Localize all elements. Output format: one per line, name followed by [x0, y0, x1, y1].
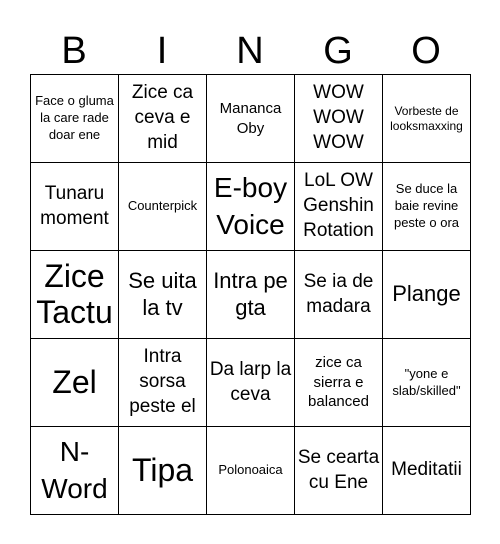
bingo-header — [30, 28, 470, 74]
bingo-cell-r4-c1[interactable]: Zel — [31, 339, 119, 427]
bingo-cell-r3-c1[interactable]: Zice Tactu — [31, 251, 119, 339]
bingo-cell-r5-c5[interactable]: Meditatii — [383, 427, 471, 515]
bingo-cell-r4-c3[interactable]: Da larp la ceva — [207, 339, 295, 427]
bingo-cell-r1-c3[interactable]: Mananca Oby — [207, 75, 295, 163]
bingo-cell-r1-c2[interactable]: Zice ca ceva e mid — [119, 75, 207, 163]
bingo-cell-r2-c3[interactable]: E-boy Voice — [207, 163, 295, 251]
header-letter-b: B — [61, 30, 87, 72]
bingo-cell-r2-c2[interactable]: Counterpick — [119, 163, 207, 251]
bingo-cell-r3-c2[interactable]: Se uita la tv — [119, 251, 207, 339]
bingo-grid — [30, 74, 471, 515]
bingo-cell-r1-c4[interactable]: WOW WOW WOW — [295, 75, 383, 163]
bingo-cell-r5-c3[interactable]: Polonoaica — [207, 427, 295, 515]
bingo-cell-r5-c2[interactable]: Tipa — [119, 427, 207, 515]
bingo-cell-r1-c5[interactable]: Vorbeste de looksmaxxing — [383, 75, 471, 163]
header-letter-i: I — [156, 30, 168, 72]
bingo-cell-r3-c3[interactable]: Intra pe gta — [207, 251, 295, 339]
bingo-cell-r4-c2[interactable]: Intra sorsa peste el — [119, 339, 207, 427]
bingo-cell-r5-c4[interactable]: Se cearta cu Ene — [295, 427, 383, 515]
bingo-cell-r5-c1[interactable]: N-Word — [31, 427, 119, 515]
bingo-cell-r2-c4[interactable]: LoL OW Genshin Rotation — [295, 163, 383, 251]
bingo-cell-r3-c4[interactable]: Se ia de madara — [295, 251, 383, 339]
bingo-cell-r2-c5[interactable]: Se duce la baie revine peste o ora — [383, 163, 471, 251]
header-letter-g: G — [323, 30, 353, 72]
header-letter-n: N — [236, 30, 264, 72]
bingo-cell-r2-c1[interactable]: Tunaru moment — [31, 163, 119, 251]
bingo-cell-r3-c5[interactable]: Plange — [383, 251, 471, 339]
bingo-cell-r4-c5[interactable]: "yone e slab/skilled" — [383, 339, 471, 427]
bingo-cell-r4-c4[interactable]: zice ca sierra e balanced — [295, 339, 383, 427]
header-letter-o: O — [411, 30, 441, 72]
bingo-cell-r1-c1[interactable]: Face o gluma la care rade doar ene — [31, 75, 119, 163]
